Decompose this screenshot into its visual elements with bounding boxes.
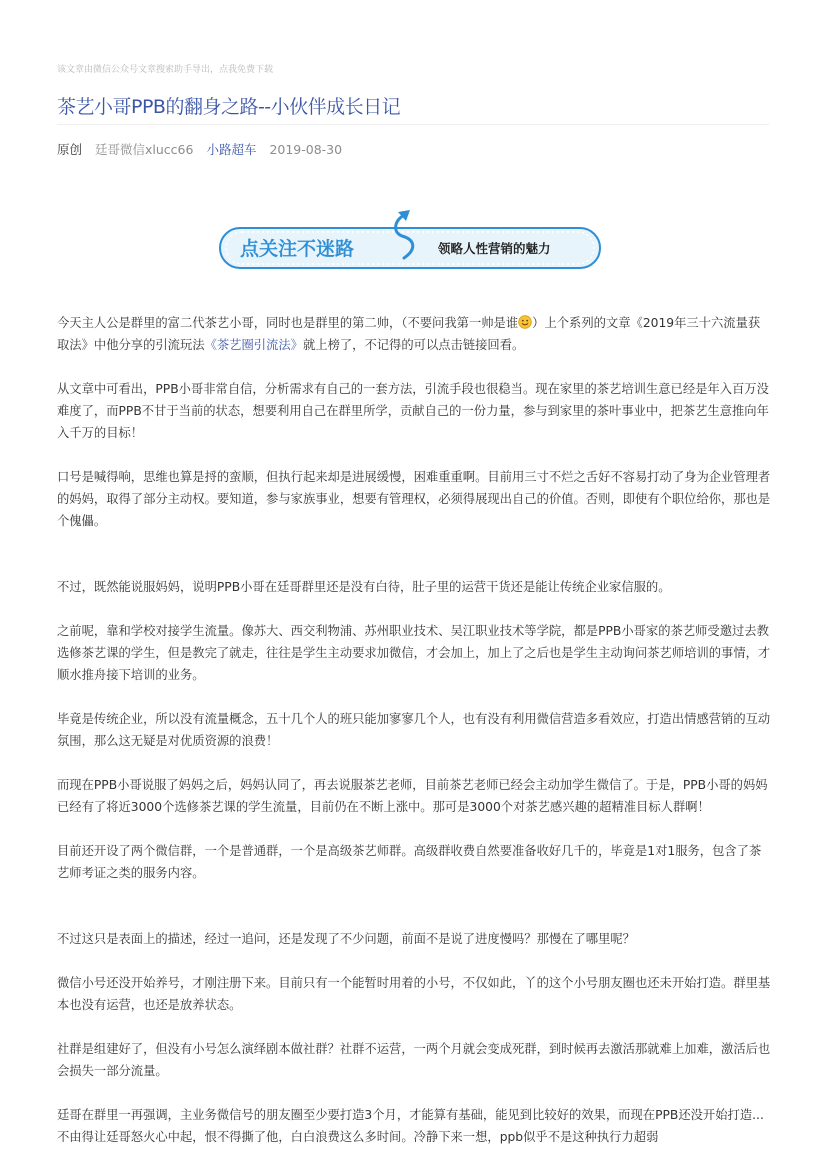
- article-meta: [57, 140, 351, 158]
- account-link[interactable]: 小路超车: [206, 142, 257, 157]
- paragraph-5: 之前呢，靠和学校对接学生流量。像苏大、西交利物浦、苏州职业技术、吴江职业技术等学院，都是PPB小哥家的茶艺师受邀过去教选修茶艺课的学生，但是教完了就走，往往是学生主动要求加微信，才会加上，加上了之后也是学生主动询问茶艺师培训的事情，才顺水推舟接下培训的业务。: [57, 624, 771, 682]
- paragraph-9: 不过这只是表面上的描述，经过一追问，还是发现了不少问题，前面不是说了进度慢吗？那慢在了哪里呢？: [57, 932, 635, 946]
- paragraph-2: 从文章中可看出，PPB小哥非常自信，分析需求有自己的一套方法，引流手段也很稳当。现在家里的茶艺培训生意已经是年入百万没难度了，而PPB不甘于当前的状态，想要利用自己在群里所学，贡献自己的一份力量，参与到家里的茶叶事业中，把茶艺生意推向年入千万的目标！: [57, 382, 769, 440]
- paragraph-7: 而现在PPB小哥说服了妈妈之后，妈妈认同了，再去说服茶艺老师，目前茶艺老师已经会主动加学生微信了。于是，PPB小哥的妈妈已经有了将近3000个选修茶艺课的学生流量，目前仍在不断上涨中。那可是3000个对茶艺感兴趣的超精准目标人群啊！: [57, 778, 768, 814]
- author-name: 廷哥微信xlucc66: [95, 142, 194, 157]
- chayi-article-link[interactable]: 《茶艺圈引流法》: [204, 338, 303, 352]
- grin-emoji-icon: [518, 315, 532, 329]
- paragraph-11: 社群是组建好了，但没有小号怎么演绎剧本做社群？社群不运营，一两个月就会变成死群，到时候再去激活那就难上加难，激活后也会损失一部分流量。: [57, 1042, 771, 1078]
- paragraph-12: 廷哥在群里一再强调，主业务微信号的朋友圈至少要打造3个月，才能算有基础，能见到比较好的效果，而现在PPB还没开始打造...不由得让廷哥怒火心中起，恨不得撕了他，白白浪费这么多时间。冷静下来一想，ppb似乎不是这种执行力超弱: [57, 1108, 764, 1144]
- banner-left-text: 点关注不迷路: [240, 238, 355, 260]
- export-notice[interactable]: 该文章由微信公众号文章搜索助手导出，点我免费下载: [57, 65, 274, 75]
- paragraph-10: 微信小号还没开始养号，才刚注册下来。目前只有一个能暂时用着的小号，不仅如此，丫的这个小号朋友圈也还未开始打造。群里基本也没有运营，也还是放养状态。: [57, 976, 771, 1012]
- paragraph-3: 口号是喊得响，思维也算是捋的蛮顺，但执行起来却是进展缓慢，困难重重啊。目前用三寸不烂之舌好不容易打动了身为企业管理者的妈妈，取得了部分主动权。要知道，参与家族事业，想要有管理权，必须得展现出自己的价值。否则，即使有个职位给你，那也是个傀儡。: [57, 470, 771, 528]
- follow-banner: [218, 206, 604, 272]
- article-body: [57, 312, 771, 1148]
- paragraph-1: [57, 312, 771, 356]
- paragraph-6: 毕竟是传统企业，所以没有流量概念，五十几个人的班只能加寥寥几个人，也有没有利用微信营造多看效应，打造出情感营销的互动氛围，那么这无疑是对优质资源的浪费！: [57, 712, 771, 748]
- title-divider: [57, 124, 769, 125]
- banner-right-text: 领略人性营销的魅力: [438, 241, 551, 256]
- paragraph-1-text-c: 就上榜了，不记得的可以点击链接回看。: [302, 338, 525, 352]
- paragraph-4: 不过，既然能说服妈妈，说明PPB小哥在廷哥群里还是没有白待，肚子里的运营干货还是能让传统企业家信服的。: [57, 580, 671, 594]
- paragraph-8: 目前还开设了两个微信群，一个是普通群，一个是高级茶艺师群。高级群收费自然要准备收好几千的，毕竟是1对1服务，包含了茶艺师考证之类的服务内容。: [57, 844, 762, 880]
- publish-date: 2019-08-30: [269, 142, 343, 157]
- paragraph-1-text-a: 今天主人公是群里的富二代茶艺小哥，同时也是群里的第二帅，（不要问我第一帅是谁: [57, 316, 519, 330]
- paragraph-1-text-b: ）上个系列的文章《2019年三十六流量获取法》中他分享的引流玩法: [57, 316, 761, 352]
- article-title: 茶艺小哥PPB的翻身之路--小伙伴成长日记: [57, 96, 401, 118]
- original-tag: 原创: [57, 142, 83, 157]
- follow-banner-graphic: [218, 206, 604, 272]
